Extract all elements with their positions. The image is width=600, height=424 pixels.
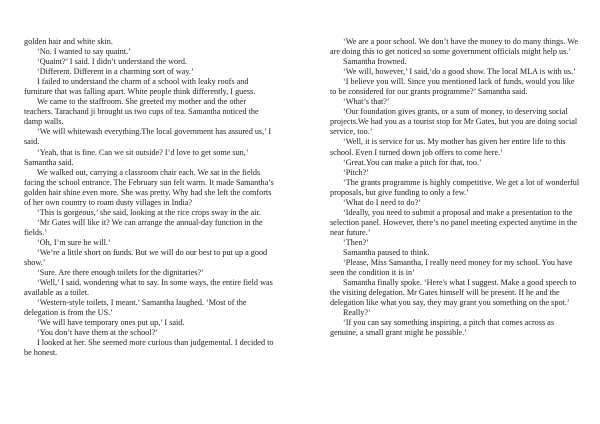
paragraph: ‘Then?’ — [343, 237, 369, 247]
paragraph: ‘The grants programme is highly competitive. We get a lot of wonderful proposals, but give funding to only a few.’ — [330, 177, 580, 197]
paragraph: ‘We will have temporary ones put up,’ I said. — [37, 318, 185, 328]
paragraph: ‘Well,’ I said, wondering what to say. In some ways, the entire field was available as a toilet. — [24, 278, 273, 298]
paragraph: I failed to understand the charm of a school with leaky roofs and furniture that was falling apart. White people think differently, I guess. — [24, 77, 256, 97]
paragraph: Samantha finally spoke. ‘Here's what I suggest. Make a good speech to the visiting delegation. Mr Gates himself will be present. If he and the delegation like what you say, they may grant you something on the spot.’ — [330, 278, 577, 308]
paragraph: ‘Oh, I’m sure he will.’ — [37, 237, 111, 247]
paragraph: ‘You don’t have them at the school?’ — [37, 328, 158, 338]
paragraph: ‘Well, it is service for us. My mother has given her entire life to this school. Even I turned down job offers to come here.’ — [330, 137, 566, 157]
paragraph: ‘I believe you will. Since you mentioned lack of funds, would you like to be considered for our grants programme?’ Samantha said. — [330, 77, 575, 97]
paragraph: ‘What’s that?’ — [343, 97, 390, 107]
paragraph: I looked at her. She seemed more curious than judgemental. I decided to be honest. — [24, 338, 274, 358]
paragraph: ‘Please, Miss Samantha, I really need money for my school. You have seen the condition it is in’ — [330, 258, 573, 278]
paragraph: ‘Great.You can make a pitch for that, too.’ — [343, 157, 482, 167]
paragraph: Really?’ — [343, 308, 371, 318]
paragraph: ‘If you can say something inspiring, a pitch that comes across as genuine, a small grant might be possible.’ — [330, 318, 555, 338]
paragraph: ‘We will whitewash everything.The local government has assured us,’ I said. — [24, 127, 272, 147]
paragraph: ‘Different. Different in a charming sort of way.’ — [37, 67, 194, 77]
paragraph: ‘Sure. Are there enough toilets for the dignitaries?’ — [37, 268, 204, 278]
paragraph: ‘We’re a little short on funds. But we will do our best to put up a good show.’ — [24, 247, 268, 268]
paragraph: We came to the staffroom. She greeted my mother and the other teachers. Tarachand ji brought us two cups of tea. Samantha noticed the damp walls. — [24, 97, 259, 127]
right-text-column — [330, 37, 580, 338]
paragraph: golden hair and white skin. — [24, 37, 113, 46]
paragraph: ‘Mr Gates will like it? We can arrange the annual-day function in the fields.’ — [24, 217, 263, 237]
paragraph: ‘We are a poor school. We don’t have the money to do many things. We are doing this to get noticed so some government officials might help us.’ — [330, 37, 578, 57]
paragraph: ‘No. I wanted to say quaint.’ — [37, 47, 131, 57]
paragraph: We walked out, carrying a classroom chair each. We sat in the fields facing the school entrance. The February sun felt warm. It made Samantha’s golden hair shine even more. She was pretty. Why had she left the comforts of her own country to roam dusty villages in India? — [24, 167, 274, 207]
paragraph: ‘Ideally, you need to submit a proposal and make a presentation to the selection panel. However, there’s no panel meeting expected anytime in the near future.’ — [330, 207, 578, 237]
paragraph: ‘Western-style toilets, I meant.’ Samantha laughed. ‘Most of the delegation is from the US.’ — [24, 298, 247, 318]
paragraph: ‘Pitch?’ — [343, 167, 369, 177]
paragraph: ‘This is gorgeous,’ she said, looking at the rice crops sway in the air. — [37, 207, 261, 217]
paragraph: ‘What do I need to do?’ — [343, 197, 421, 207]
paragraph: Samantha frowned. — [343, 57, 407, 67]
paragraph: ‘We will, however,’ I said,‘do a good show. The local MLA is with us.’ — [343, 67, 576, 77]
paragraph: Samantha paused to think. — [343, 247, 430, 257]
book-page — [24, 37, 580, 417]
paragraph: ‘Yeah, that is fine. Can we sit outside? I’d love to get some sun,’ Samantha said. — [24, 147, 248, 167]
paragraph: ‘Our foundation gives grants, or a sum of money, to deserving social projects.We had you as a tourist stop for Mr Gates, but you are doing social service, too.’ — [330, 107, 578, 137]
left-text-column — [24, 37, 277, 359]
paragraph: ‘Quaint?’ I said. I didn’t understand the word. — [37, 57, 187, 67]
